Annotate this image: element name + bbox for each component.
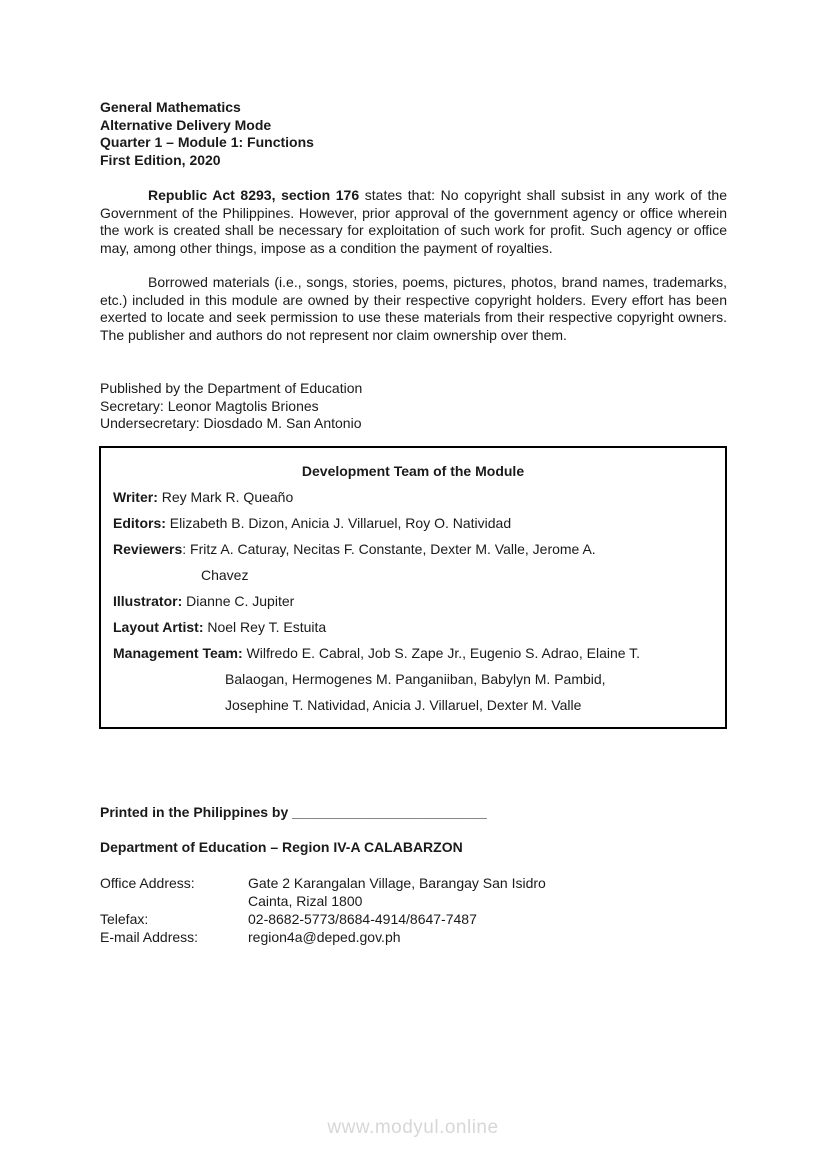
module-quarter: Quarter 1 – Module 1: Functions	[100, 134, 314, 150]
layout-artist-label: Layout Artist:	[113, 619, 204, 635]
contact-info-block	[100, 874, 727, 946]
dev-team-row-reviewers	[113, 536, 713, 562]
republic-act-rest: states that: No copyright shall subsist in any work of the Government of the Philippines. However, prior approval of the government agency or office wherein the work is created shall be necessary for exploitation of such work for profit. Such agency or office may, among other things, impose as a condition the payment of royalties.	[100, 187, 727, 256]
telefax-value: 02-8682-5773/8684-4914/8647-7487	[248, 911, 477, 927]
layout-artist-names: Noel Rey T. Estuita	[203, 619, 327, 635]
dev-team-row-management	[113, 640, 713, 666]
illustrator-names: Dianne C. Jupiter	[182, 593, 295, 609]
telefax-label: Telefax:	[100, 911, 149, 927]
module-edition: First Edition, 2020	[100, 151, 221, 168]
management-team-names: Wilfredo E. Cabral, Job S. Zape Jr., Eugenio S. Adrao, Elaine T.	[242, 645, 641, 661]
module-title: General Mathematics	[100, 99, 241, 115]
dev-team-row-layout-artist	[113, 614, 713, 640]
site-watermark: www.modyul.online	[327, 1117, 499, 1138]
contact-row-email	[100, 928, 727, 946]
contact-row-office-address	[100, 874, 727, 892]
undersecretary-line: Undersecretary: Diosdado M. San Antonio	[100, 415, 362, 431]
management-team-names-continuation-1: Balaogan, Hermogenes M. Panganiiban, Babylyn M. Pambid,	[225, 671, 606, 687]
reviewers-names: : Fritz A. Caturay, Necitas F. Constante, Dexter M. Valle, Jerome A.	[182, 541, 596, 557]
reviewers-label: Reviewers	[113, 541, 183, 557]
office-address-value: Gate 2 Karangalan Village, Barangay San Isidro	[248, 875, 546, 891]
printed-by-blank-line: _________________________	[292, 804, 487, 820]
management-team-label: Management Team:	[113, 645, 243, 661]
publisher-block	[100, 380, 727, 433]
writer-label: Writer:	[113, 489, 158, 505]
dev-team-row-writer	[113, 484, 713, 510]
copyright-paragraph-borrowed: Borrowed materials (i.e., songs, stories, poems, pictures, photos, brand names, trademarks, etc.) included in this module are owned by their respective copyright holders. Every effort has been exerted to locate and seek permission to use these materials from their respective copyright owners. The publisher and authors do not represent nor claim ownership over them.	[100, 274, 727, 343]
published-by-line: Published by the Department of Education	[100, 380, 363, 396]
dev-team-row-management-continuation-2	[113, 692, 713, 718]
printed-by-label: Printed in the Philippines by	[100, 804, 293, 820]
email-label: E-mail Address:	[100, 929, 199, 945]
contact-row-office-address-2	[100, 892, 727, 910]
management-team-names-continuation-2: Josephine T. Natividad, Anicia J. Villaruel, Dexter M. Valle	[225, 697, 582, 713]
office-address-label-2	[100, 892, 248, 910]
office-address-label: Office Address:	[100, 875, 195, 891]
editors-label: Editors:	[113, 515, 166, 531]
email-value: region4a@deped.gov.ph	[248, 929, 401, 945]
development-team-box	[99, 446, 727, 729]
reviewers-names-continuation: Chavez	[201, 567, 249, 583]
printed-in-philippines-line	[100, 803, 727, 821]
contact-row-telefax	[100, 910, 727, 928]
dev-team-row-reviewers-continuation	[113, 562, 713, 588]
module-mode: Alternative Delivery Mode	[100, 116, 272, 133]
module-header	[100, 99, 727, 169]
dev-team-row-management-continuation-1	[113, 666, 713, 692]
republic-act-bold: Republic Act 8293, section 176	[148, 187, 360, 203]
region-office-line: Department of Education – Region IV-A CALABARZON	[100, 839, 463, 855]
office-address-value-2: Cainta, Rizal 1800	[248, 893, 363, 909]
secretary-line: Secretary: Leonor Magtolis Briones	[100, 397, 319, 414]
development-team-title: Development Team of the Module	[301, 463, 525, 479]
writer-names: Rey Mark R. Queaño	[157, 489, 294, 505]
dev-team-row-editors	[113, 510, 713, 536]
editors-names: Elizabeth B. Dizon, Anicia J. Villaruel, Roy O. Natividad	[165, 515, 512, 531]
illustrator-label: Illustrator:	[113, 593, 183, 609]
copyright-paragraph-republic-act	[100, 187, 727, 257]
dev-team-row-illustrator	[113, 588, 713, 614]
